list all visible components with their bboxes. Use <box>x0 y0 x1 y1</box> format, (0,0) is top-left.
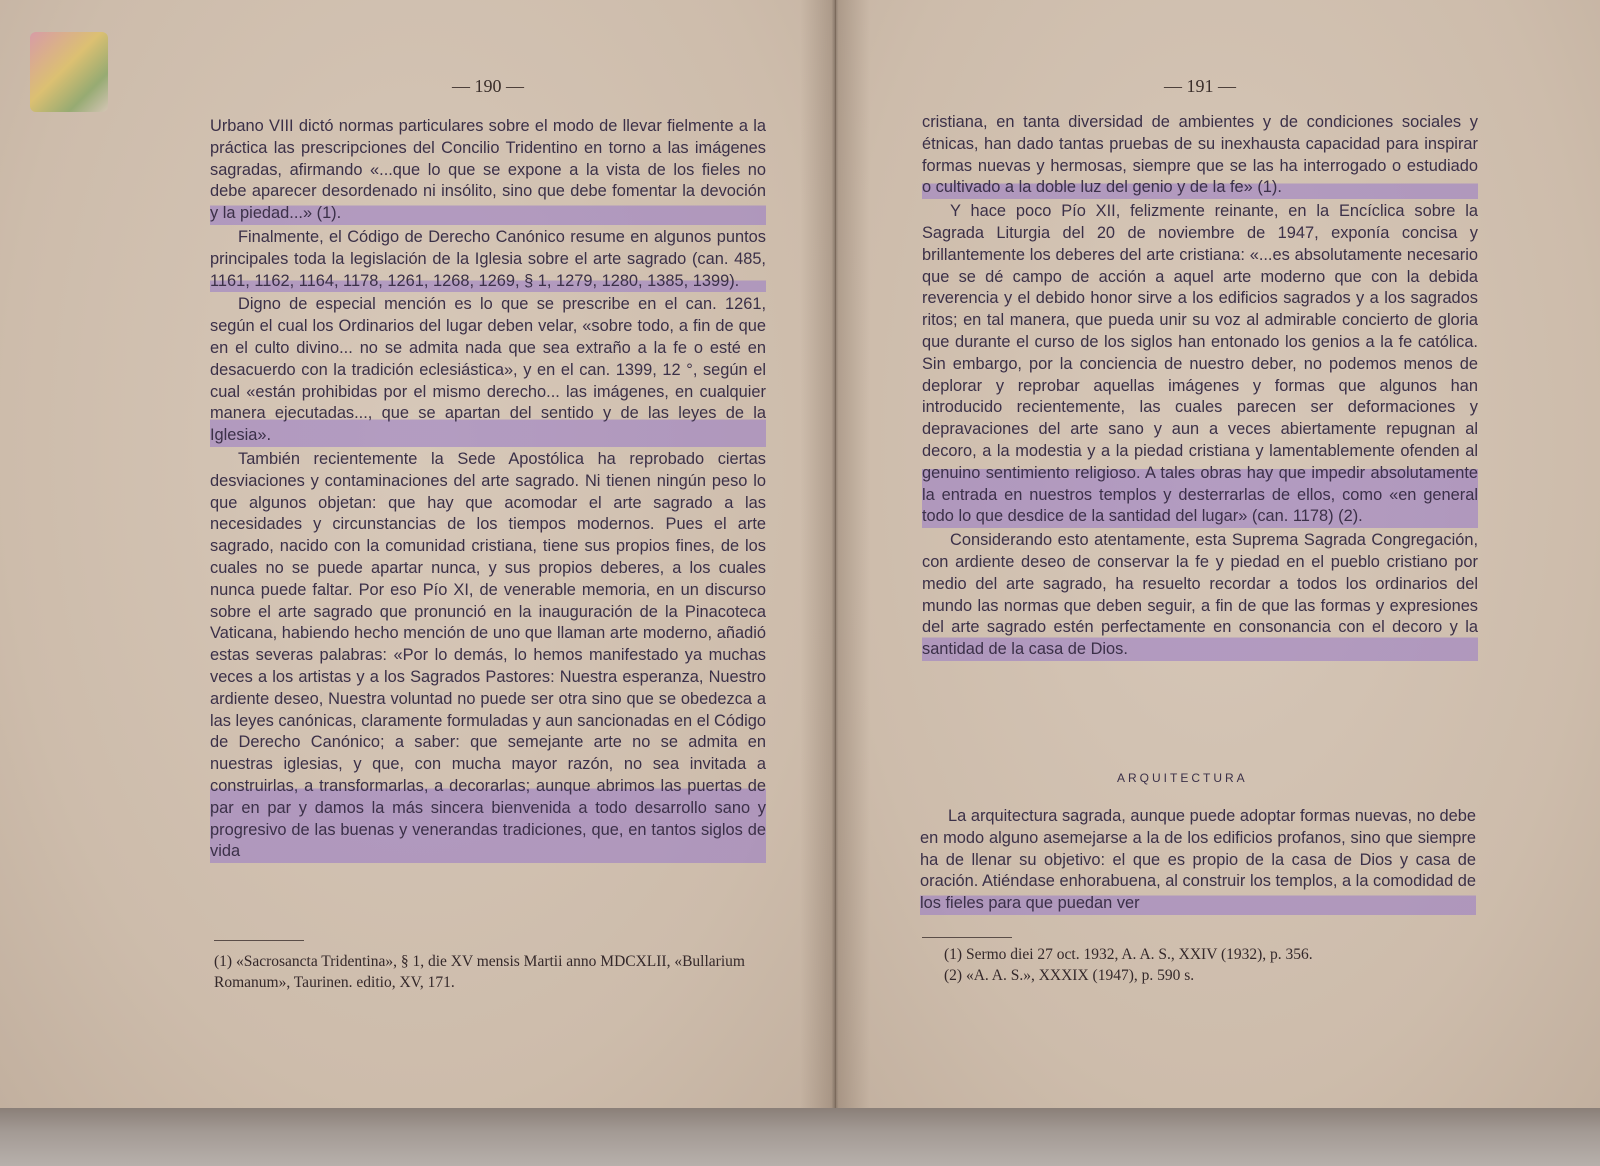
paragraph: También recientemente la Sede Apostólica ha reprobado ciertas desviaciones y contaminaciones del arte sagrado. Ni tienen ningún peso lo que algunos objetan: que hay que acomodar el arte sagrado a las necesidades y circunstancias de los tiempos modernos. Pues el arte sagrado, nacido con la comunidad cristiana, tiene sus propios fines, de los cuales no se puede apartar nunca, y sus propios deberes, a los cuales nunca puede faltar. Por eso Pío XI, de venerable memoria, en un discurso sobre el arte sagrado que pronunció en la inauguración de la Pinacoteca Vaticana, habiendo hecho mención de uno que llaman arte moderno, añadió estas severas palabras: «Por lo demás, lo hemos manifestado ya muchas veces a los artistas y a los Sagrados Pastores: Nuestra esperanza, Nuestro ardiente deseo, Nuestra voluntad no puede ser otra sino que se obedezca a las leyes canónicas, claramente formuladas y aun sancionadas en el Código de Derecho Canónico; a saber: que semejante arte no se admita en nuestras iglesias, y que, con mucha mayor razón, no sea invitada a construirlas, a transformarlas, a decorarlas; aunque abrimos las puertas de par en par y damos la más sincera bienvenida a todo desarrollo sano y progresivo de las buenas y venerandas tradiciones, que, en tantos siglos de vida <box>210 449 766 863</box>
right-page-number: — 191 — <box>1164 76 1236 96</box>
left-page-number: — 190 — <box>452 76 524 96</box>
right-body-text <box>922 112 1478 663</box>
paragraph: Finalmente, el Código de Derecho Canónico resume en algunos puntos principales toda la legislación de la Iglesia sobre el arte sagrado (can. 485, 1161, 1162, 1164, 1178, 1261, 1268, 1269, § 1, 1279, 1280, 1385, 1399). <box>210 227 766 292</box>
footnote-rule <box>922 937 1012 938</box>
paragraph: cristiana, en tanta diversidad de ambientes y de condiciones sociales y étnicas, han dado tantas pruebas de su inexhausta capacidad para inspirar formas nuevas y hermosas, siempre que se las ha interrogado o estudiado o cultivado a la doble luz del genio y de la fe» (1). <box>922 112 1478 199</box>
paragraph: Digno de especial mención es lo que se prescribe en el can. 1261, según el cual los Ordinarios del lugar deben velar, «sobre todo, a fin de que en el culto divino... no se admita nada que sea extraño a la fe o esté en desacuerdo con la tradición eclesiástica», y en el can. 1399, 12 °, según el cual «están prohibidas por el mismo derecho... las imágenes, en cualquier manera ejecutadas..., que se apartan del sentido y de las leyes de la Iglesia». <box>210 294 766 447</box>
section-body-text <box>920 806 1476 917</box>
paragraph: Considerando esto atentamente, esta Suprema Sagrada Congregación, con ardiente deseo de conservar la fe y piedad en el pueblo cristiano por medio del arte sagrado, ha resuelto recordar a todos los ordinarios del mundo las normas que deben seguir, a fin de que las formas y expresiones del arte sagrado estén perfectamente en consonancia con el decoro y la santidad de la casa de Dios. <box>922 530 1478 661</box>
paragraph: La arquitectura sagrada, aunque puede adoptar formas nuevas, no debe en modo alguno asemejarse a la de los edificios profanos, sino que siempre ha de llenar su objetivo: el que es propio de la casa de Dios y casa de oración. Atiéndase enhorabuena, al construir los templos, a la comodidad de los fieles para que puedan ver <box>920 806 1476 915</box>
paragraph: Urbano VIII dictó normas particulares sobre el modo de llevar fielmente a la práctica las prescripciones del Concilio Tridentino en torno a las imágenes sagradas, afirmando «...que lo que se expone a la vista de los fieles no debe aparecer desordenado ni insólito, sino que debe fomentar la devoción y la piedad...» (1). <box>210 116 766 225</box>
paragraph: Y hace poco Pío XII, felizmente reinante, en la Encíclica sobre la Sagrada Liturgia del 20 de noviembre de 1947, exponía concisa y brillantemente los deberes del arte cristiana: «...es absolutamente necesario que se dé campo de acción a aquel arte moderno que con la debida reverencia y el debido honor sirve a los edificios sagrados y a los sagrados ritos; en tal manera, que pueda unir su voz al admirable concierto de gloria que durante el curso de los siglos han entonado los genios a la fe católica. Sin embargo, por la conciencia de nuestro deber, no podemos menos de deplorar y reprobar aquellas imágenes y formas que algunos han introducido recientemente, las cuales parecen ser deformaciones y depravaciones del arte sano y aun a veces abiertamente repugnan al decoro, a la modestia y a la piedad cristiana y lamentablemente ofenden al genuino sentimiento religioso. A tales obras hay que impedir absolutamente la entrada en nuestros templos y desterrarlas de ellos, como «en general todo lo que desdice de la santidad del lugar» (can. 1178) (2). <box>922 201 1478 528</box>
footnote: (1) Sermo diei 27 oct. 1932, A. A. S., XXIV (1932), p. 356. <box>944 946 1313 963</box>
table-surface <box>0 1108 1600 1166</box>
left-footnotes <box>214 951 770 993</box>
section-heading: ARQUITECTURA <box>1117 771 1248 785</box>
flower-sticker <box>30 32 108 112</box>
footnote: (2) «A. A. S.», XXXIX (1947), p. 590 s. <box>944 967 1195 984</box>
book-gutter <box>800 0 870 1110</box>
footnote: (1) «Sacrosancta Tridentina», § 1, die XV mensis Martii anno MDCXLII, «Bullarium Romanum», Taurinen. editio, XV, 171. <box>214 953 745 991</box>
footnote-rule <box>214 940 304 941</box>
right-footnotes <box>944 944 1464 986</box>
left-body-text <box>210 116 766 865</box>
